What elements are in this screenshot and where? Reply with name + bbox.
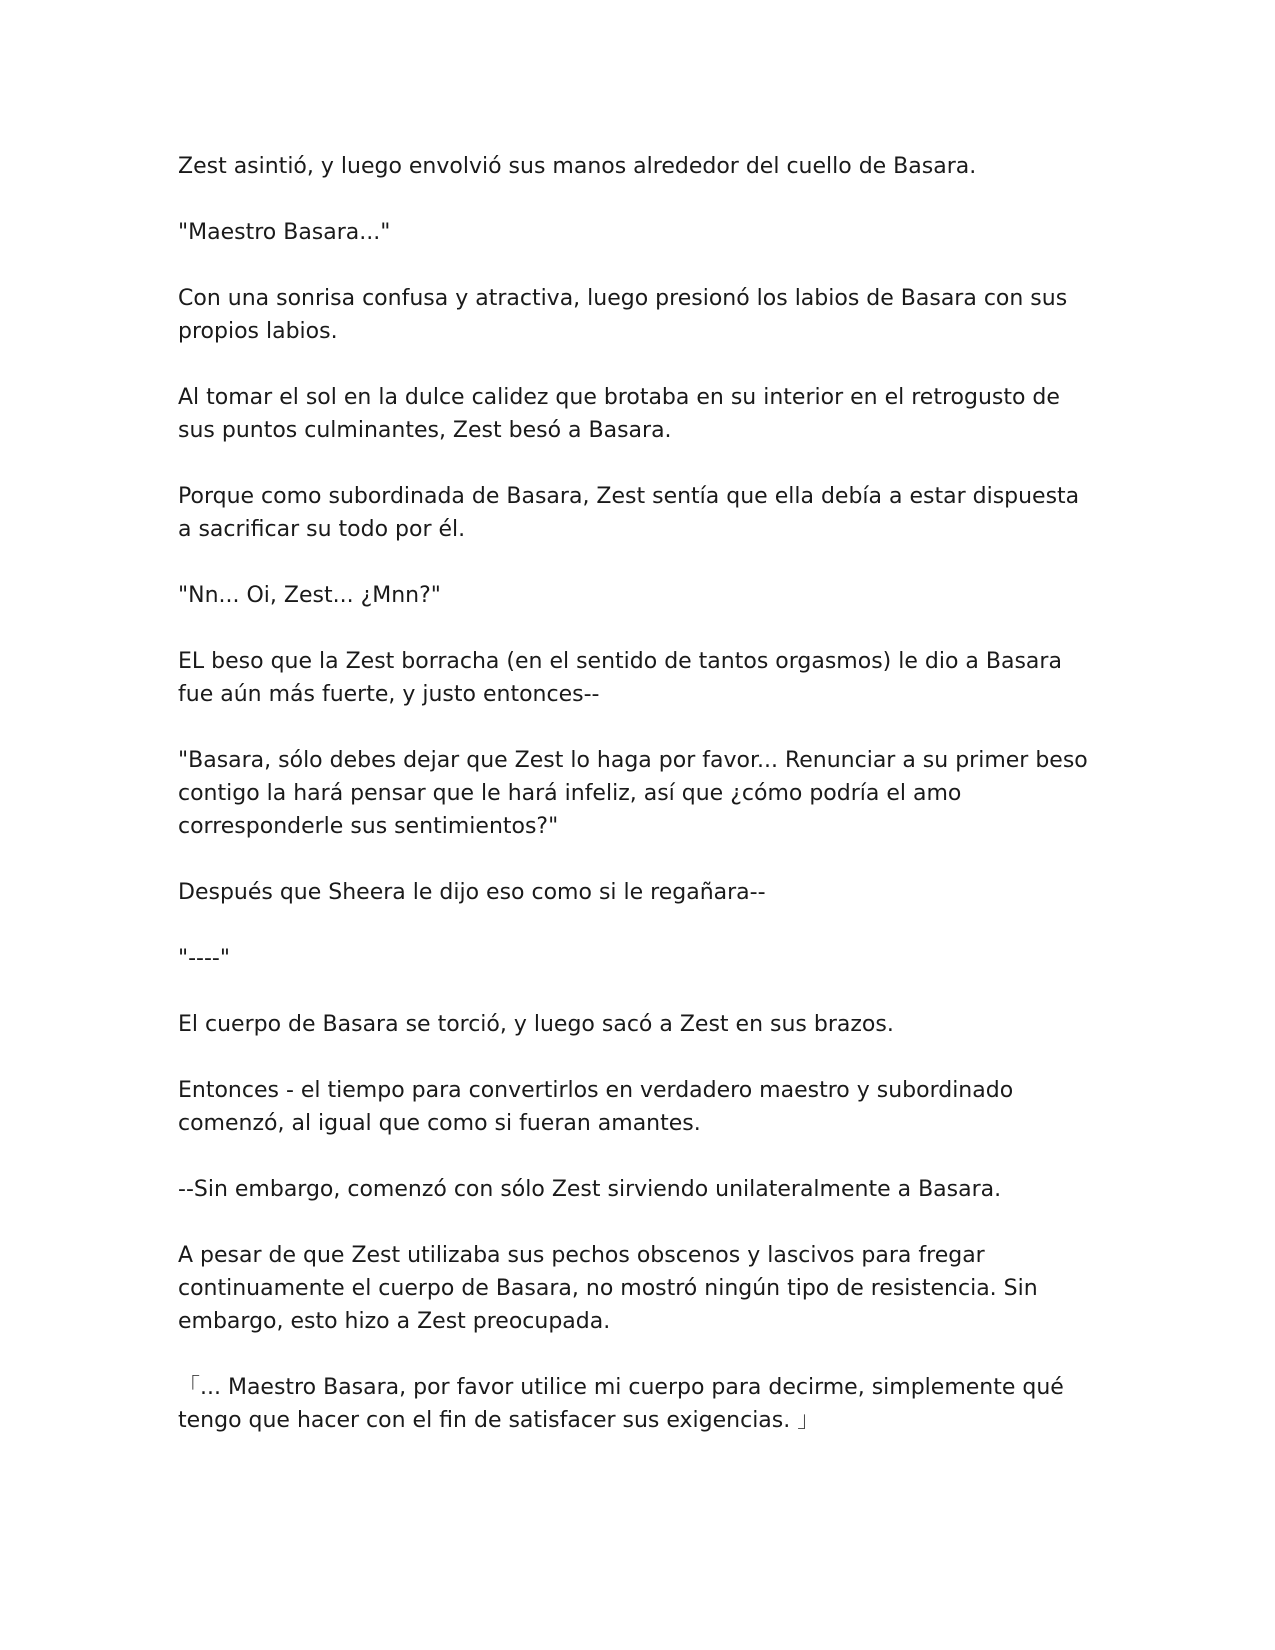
- paragraph-6: "Nn... Oi, Zest... ¿Mnn?": [178, 583, 441, 608]
- paragraph-10: "----": [178, 946, 230, 971]
- paragraph-7: EL beso que la Zest borracha (en el sentido de tantos orgasmos) le dio a Basara fue aún más fuerte, y justo entonces--: [178, 649, 1062, 707]
- paragraph-9: Después que Sheera le dijo eso como si le regañara--: [178, 880, 766, 905]
- paragraph-11: El cuerpo de Basara se torció, y luego sacó a Zest en sus brazos.: [178, 1012, 894, 1037]
- paragraph-8: "Basara, sólo debes dejar que Zest lo haga por favor... Renunciar a su primer beso contigo la hará pensar que le hará infeliz, así que ¿cómo podría el amo corresponderle sus sentimientos?": [178, 748, 1088, 839]
- document-body: [178, 150, 1098, 1470]
- paragraph-13: --Sin embargo, comenzó con sólo Zest sirviendo unilateralmente a Basara.: [178, 1177, 1002, 1202]
- paragraph-1: Zest asintió, y luego envolvió sus manos alrededor del cuello de Basara.: [178, 154, 977, 179]
- paragraph-14: A pesar de que Zest utilizaba sus pechos obscenos y lascivos para fregar continuamente el cuerpo de Basara, no mostró ningún tipo de resistencia. Sin embargo, esto hizo a Zest preocupada.: [178, 1243, 1038, 1334]
- paragraph-4: Al tomar el sol en la dulce calidez que brotaba en su interior en el retrogusto de sus puntos culminantes, Zest besó a Basara.: [178, 385, 1060, 443]
- paragraph-3: Con una sonrisa confusa y atractiva, luego presionó los labios de Basara con sus propios labios.: [178, 286, 1068, 344]
- paragraph-5: Porque como subordinada de Basara, Zest sentía que ella debía a estar dispuesta a sacrificar su todo por él.: [178, 484, 1080, 542]
- paragraph-15: 「... Maestro Basara, por favor utilice mi cuerpo para decirme, simplemente qué tengo que hacer con el fin de satisfacer sus exigencias. 」: [178, 1375, 1064, 1433]
- paragraph-12: Entonces - el tiempo para convertirlos en verdadero maestro y subordinado comenzó, al igual que como si fueran amantes.: [178, 1078, 1014, 1136]
- paragraph-2: "Maestro Basara...": [178, 220, 391, 245]
